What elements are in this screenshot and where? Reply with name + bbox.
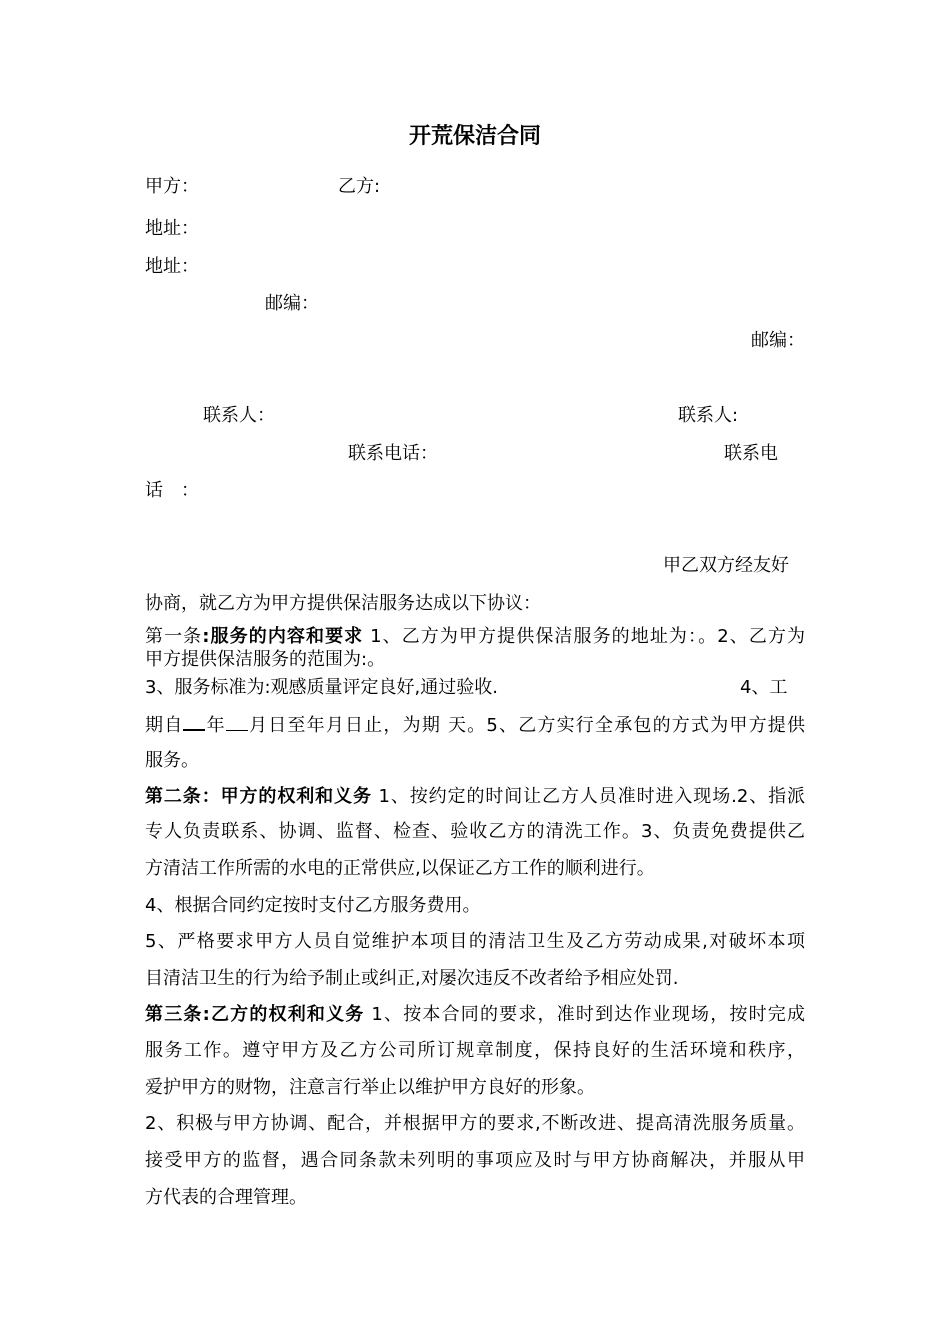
intro-line-1: 甲乙双方经友好 (663, 555, 789, 576)
party-a-label: 甲方： (145, 176, 199, 197)
article1-heading: :服务的内容和要求 (202, 626, 364, 647)
article3-line-6: 方代表的合理管理。 (145, 1187, 307, 1208)
phone-label-2-start: 联系电 (724, 443, 778, 464)
article2-line-6: 目清洁卫生的行为给予制止或纠正,对屡次违反不改者给予相应处罚. (145, 968, 679, 989)
phone-label-1: 联系电话： (348, 443, 438, 464)
article2-line-4: 4、根据合同约定按时支付乙方服务费用。 (145, 895, 481, 916)
postcode-label-1: 邮编： (265, 293, 319, 314)
article1-line-4-part-c: 月日至年月日止，为期 天。5、乙方实行全承包的方式为甲方提供 (247, 715, 806, 736)
article3-line-1 (145, 1004, 805, 1026)
year-blank (183, 713, 205, 731)
article1-line-1-text: 1、乙方为甲方提供保洁服务的地址为：。2、乙方为 (363, 626, 806, 647)
article1-line-1 (145, 626, 805, 648)
article1-line-3-right: 4、工 (740, 677, 788, 698)
contact-label-1: 联系人： (203, 405, 275, 426)
article3-heading: 第三条:乙方的权利和义务 (145, 1004, 365, 1025)
article3-line-3: 爱护甲方的财物，注意言行举止以维护甲方良好的形象。 (145, 1077, 595, 1098)
article2-line-5: 5、严格要求甲方人员自觉维护本项目的清洁卫生及乙方劳动成果,对破坏本项 (145, 931, 805, 952)
article1-line-4-part-b: 年 (205, 715, 226, 736)
article3-line-2: 服务工作。遵守甲方及乙方公司所订规章制度，保持良好的生活环境和秩序， (145, 1040, 805, 1061)
article1-line-4 (145, 713, 805, 737)
document-title: 开荒保洁合同 (408, 124, 541, 149)
article1-number: 第一条 (145, 626, 203, 647)
article2-line-2: 专人负责联系、协调、监督、检查、验收乙方的清洗工作。3、负责免费提供乙 (145, 821, 805, 842)
contact-label-2: 联系人: (678, 405, 739, 426)
article1-line-4-part-a: 期自 (145, 715, 184, 736)
article1-line-2: 甲方提供保洁服务的范围为:。 (145, 649, 386, 670)
party-b-label: 乙方: (338, 176, 381, 197)
article1-line-3: 3、服务标准为:观感质量评定良好,通过验收. (145, 677, 498, 698)
article3-line-1-text: 1、按本合同的要求，准时到达作业现场，按时完成 (364, 1004, 805, 1025)
article1-line-5: 服务。 (145, 750, 199, 771)
intro-line-2: 协商，就乙方为甲方提供保洁服务达成以下协议： (145, 593, 541, 614)
postcode-label-2: 邮编： (751, 330, 805, 351)
article2-line-3: 方清洁工作所需的水电的正常供应,以保证乙方工作的顺利进行。 (145, 858, 655, 879)
address-label-2: 地址： (145, 256, 199, 277)
article2-line-1 (145, 786, 805, 808)
article3-line-5: 接受甲方的监督，遇合同条款未列明的事项应及时与甲方协商解决，并服从甲 (145, 1150, 805, 1171)
article2-line-1-text: 1、按约定的时间让乙方人员准时进入现场.2、指派 (371, 786, 805, 807)
phone-label-2-end: 话 ： (145, 480, 199, 501)
month-blank (226, 714, 248, 731)
address-label-1: 地址： (145, 218, 199, 239)
article3-line-4: 2、积极与甲方协调、配合，并根据甲方的要求,不断改进、提高清洗服务质量。 (145, 1113, 805, 1134)
article2-heading: 第二条：甲方的权利和义务 (145, 786, 372, 807)
